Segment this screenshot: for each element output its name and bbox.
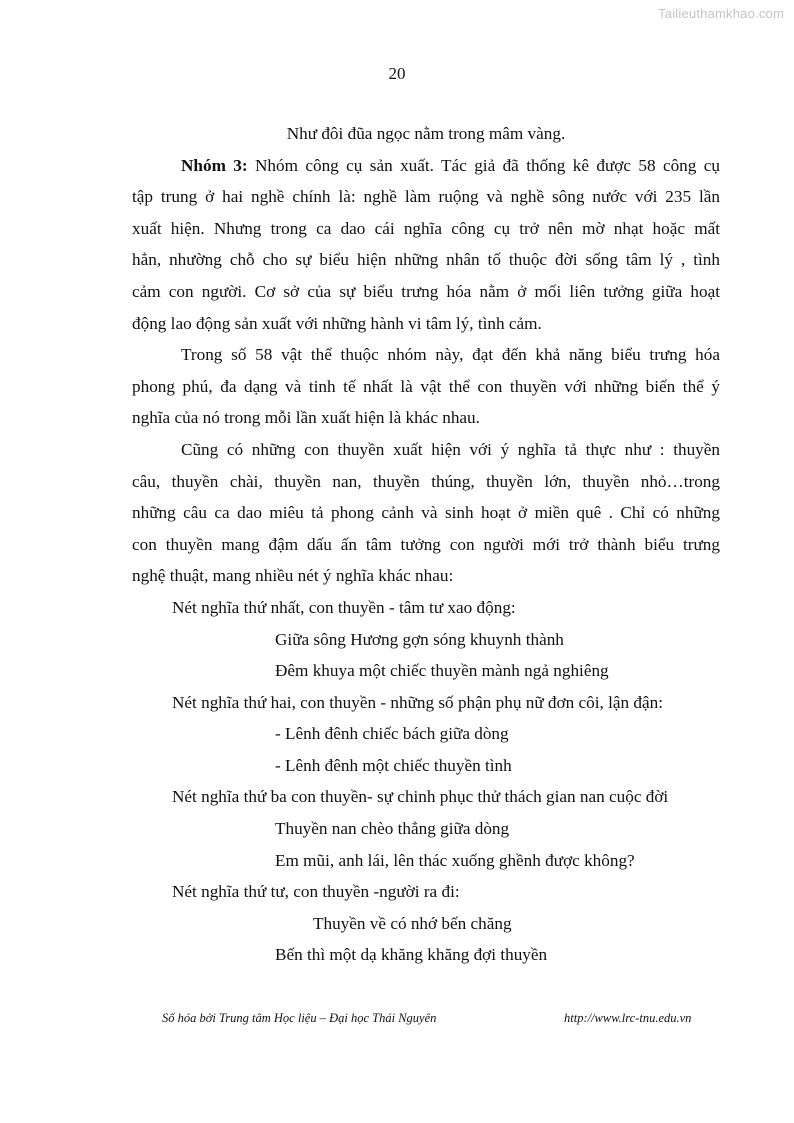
verse-line: Thuyền nan chèo thẳng giữa dòng <box>275 819 510 839</box>
paragraph-line: phong phú, đa dạng và tinh tế nhất là vật thể con thuyền với những biến thể ý <box>132 376 720 396</box>
watermark: Tailieuthamkhao.com <box>658 6 784 21</box>
group-heading: Nhóm 3: <box>181 155 248 175</box>
meaning-label: Nét nghĩa thứ hai, con thuyền - những số phận phụ nữ đơn côi, lận đận: <box>172 692 663 712</box>
meaning-label: Nét nghĩa thứ ba con thuyền- sự chinh phục thử thách gian nan cuộc đời <box>172 787 669 807</box>
paragraph-text: Nhóm công cụ sản xuất. Tác giả đã thống kê được 58 công cụ <box>247 155 720 175</box>
verse-line: Như đôi đũa ngọc nằm trong mâm vàng. <box>286 124 566 143</box>
verse-line: Đêm khuya một chiếc thuyền mành ngả nghiêng <box>275 661 609 681</box>
body-text <box>132 118 720 971</box>
paragraph-line: con thuyền mang đậm dấu ấn tâm tưởng con người mới trở thành biểu trưng <box>132 534 720 554</box>
paragraph-line: động lao động sản xuất với những hành vi tâm lý, tình cảm. <box>132 313 542 333</box>
paragraph-line <box>132 150 720 182</box>
paragraph-line: những câu ca dao miêu tả phong cảnh và sinh hoạt ở miền quê . Chỉ có những <box>132 503 720 523</box>
verse-line: - Lênh đênh chiếc bách giữa dòng <box>275 724 509 744</box>
meaning-label: Nét nghĩa thứ tư, con thuyền -người ra đi: <box>172 882 460 902</box>
page-number: 20 <box>388 64 406 83</box>
paragraph-line: hẳn, nhường chỗ cho sự biểu hiện những nhân tố thuộc đời sống tâm lý , tình <box>132 250 720 270</box>
paragraph-line: Trong số 58 vật thể thuộc nhóm này, đạt đến khả năng biểu trưng hóa <box>181 345 720 365</box>
footer-url: http://www.lrc-tnu.edu.vn <box>564 1011 692 1025</box>
verse-line: - Lênh đênh một chiếc thuyền tình <box>275 755 512 775</box>
verse-line: Em mũi, anh lái, lên thác xuống ghềnh được không? <box>275 850 635 870</box>
verse-line: Giữa sông Hương gợn sóng khuynh thành <box>275 629 564 649</box>
paragraph-line: cảm con người. Cơ sở của sự biểu trưng hóa nằm ở mối liên tưởng giữa hoạt <box>132 281 720 301</box>
verse-line: Bến thì một dạ khăng khăng đợi thuyền <box>275 945 548 965</box>
paragraph-line: nghệ thuật, mang nhiều nét ý nghĩa khác nhau: <box>132 566 454 586</box>
meaning-label: Nét nghĩa thứ nhất, con thuyền - tâm tư xao động: <box>172 597 516 617</box>
paragraph-line: câu, thuyền chài, thuyền nan, thuyền thúng, thuyền lớn, thuyền nhỏ…trong <box>132 471 720 491</box>
verse-line: Thuyền về có nhớ bến chăng <box>313 913 512 933</box>
paragraph-line: Cũng có những con thuyền xuất hiện với ý nghĩa tả thực như : thuyền <box>181 439 720 459</box>
paragraph-line: xuất hiện. Nhưng trong ca dao cái nghĩa công cụ trở nên mờ nhạt hoặc mất <box>132 218 720 238</box>
footer-source: Số hóa bởi Trung tâm Học liệu – Đại học Thái Nguyên <box>162 1011 437 1025</box>
paragraph-line: tập trung ở hai nghề chính là: nghề làm ruộng và nghề sông nước với 235 lần <box>132 187 720 207</box>
paragraph-line: nghĩa của nó trong mỗi lần xuất hiện là khác nhau. <box>132 408 480 428</box>
